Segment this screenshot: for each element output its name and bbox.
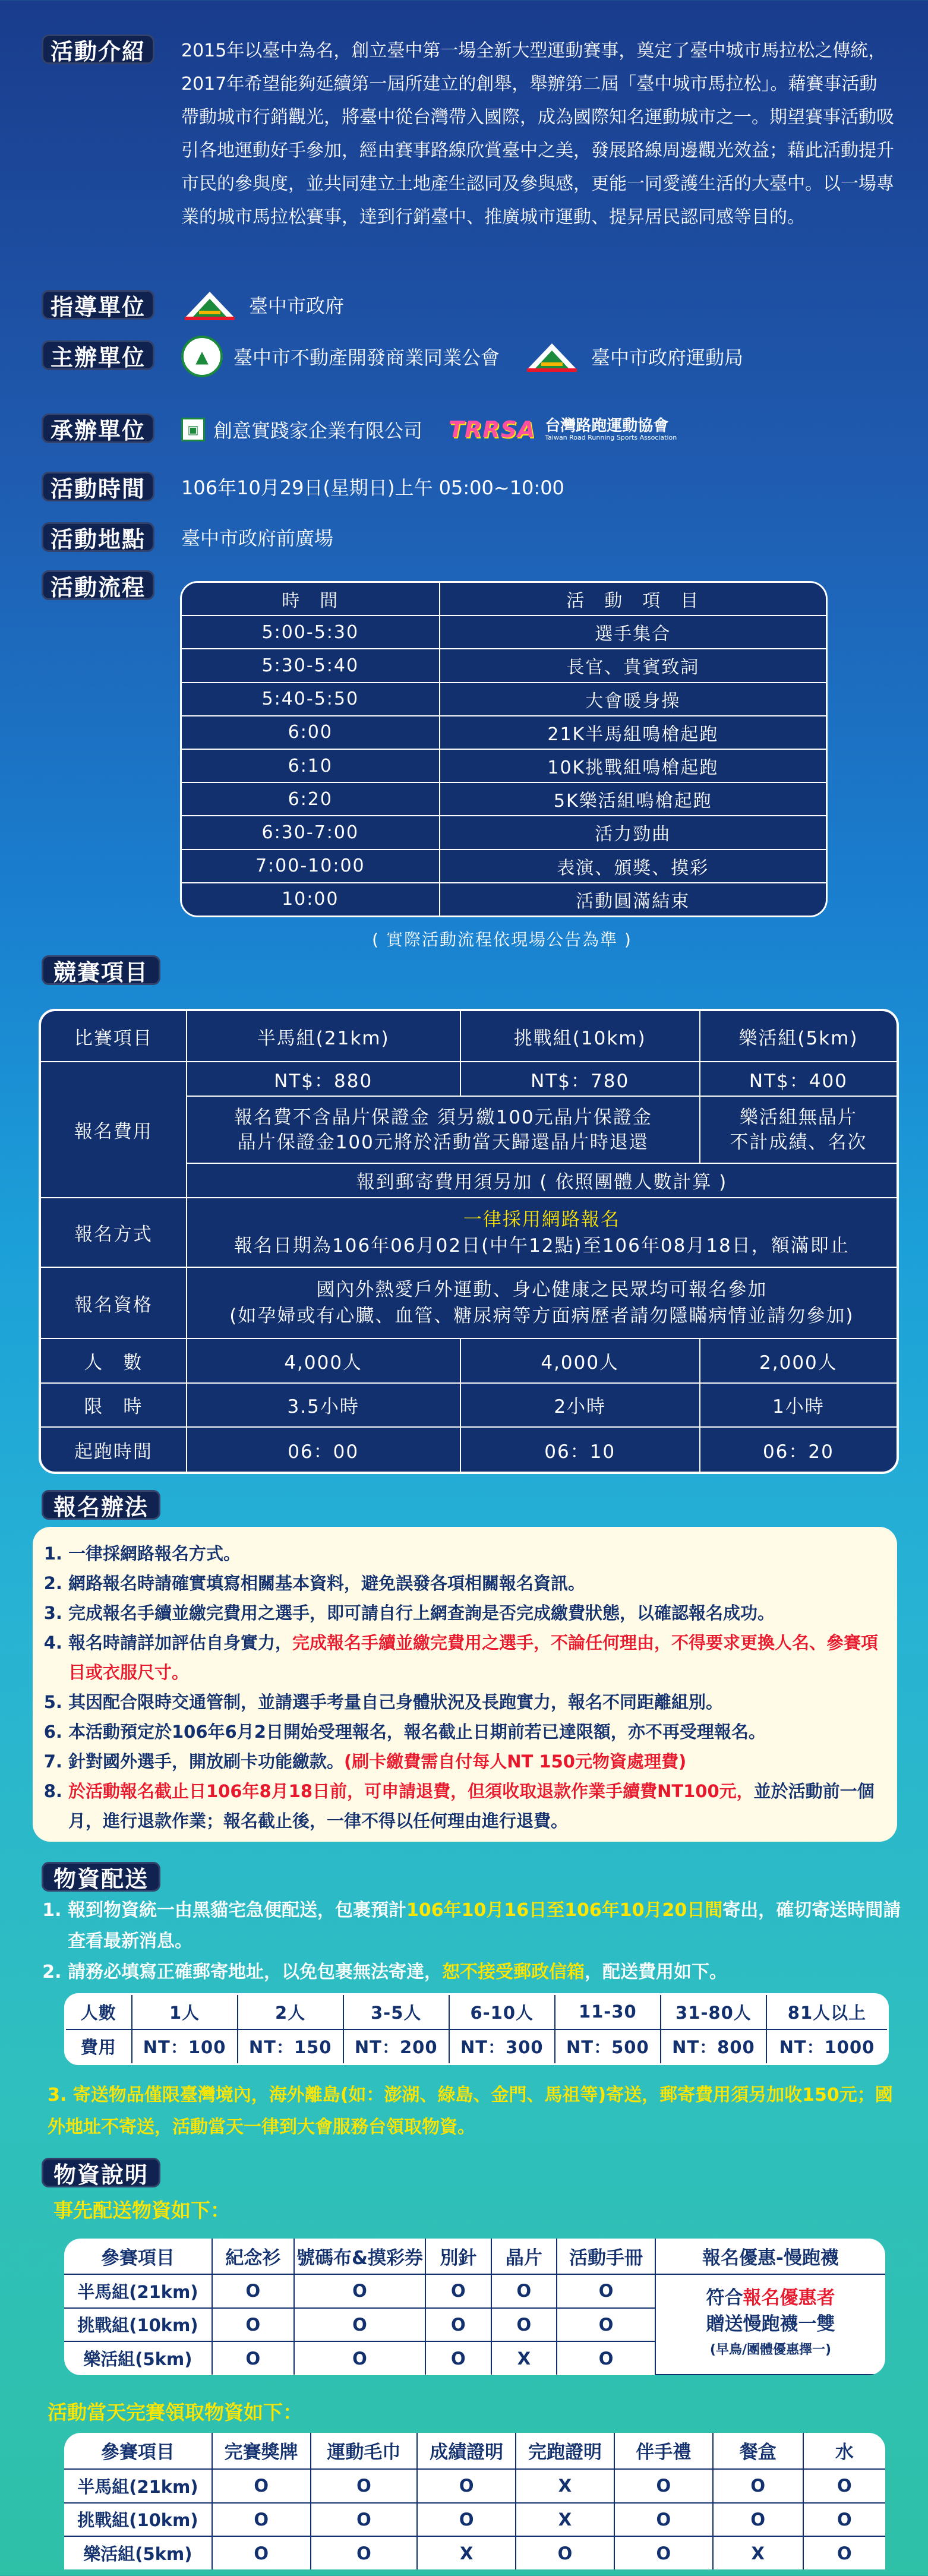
table-row bbox=[182, 716, 826, 749]
registration-rule bbox=[68, 1687, 879, 1717]
race-qual-text: 國內外熱愛戶外運動、身心健康之民眾均可報名參加 (如孕婦或有心臟、血管、糖尿病等方面病歷者請勿隱瞞病情並請勿參加) bbox=[187, 1267, 897, 1338]
items-mark: X bbox=[516, 2469, 614, 2503]
schedule-item: 表演、頒獎、摸彩 bbox=[440, 850, 826, 883]
items-mark: O bbox=[294, 2274, 425, 2308]
items-row-label: 半馬組(21km) bbox=[64, 2469, 212, 2503]
table-row bbox=[182, 883, 826, 916]
items-mark: O bbox=[803, 2503, 885, 2537]
trrsa-logo-text: TRRSA bbox=[449, 416, 536, 443]
sock-note-a: 符合 bbox=[706, 2287, 743, 2309]
items-header: 參賽項目 bbox=[64, 2239, 212, 2274]
section-label-shipping: 物資配送 bbox=[42, 1862, 160, 1892]
race-count-label: 人 數 bbox=[41, 1338, 187, 1383]
items-header: 完跑證明 bbox=[516, 2433, 614, 2469]
realestate-assoc-logo-icon: ▲ bbox=[181, 336, 223, 377]
registration-rule bbox=[68, 1747, 879, 1776]
items-mark: O bbox=[294, 2341, 425, 2375]
items-mark: O bbox=[557, 2341, 655, 2375]
taichung-logo-icon bbox=[181, 287, 238, 323]
section-label-races: 競賽項目 bbox=[42, 955, 160, 985]
items-mark: O bbox=[417, 2503, 516, 2537]
sock-note-red: 報名優惠者 bbox=[743, 2287, 835, 2309]
schedule-item: 10K挑戰組鳴槍起跑 bbox=[440, 749, 826, 782]
intro-text: 2015年以臺中為名，創立臺中第一場全新大型運動賽事，奠定了臺中城市馬拉松之傳統，2017年希望能夠延續第一屆所建立的創舉，舉辦第二屆「臺中城市馬拉松」。藉賽事活動帶動城市行銷觀光，將臺中從台灣帶入國際，成為國際知名運動城市之一。期望賽事活動吸引各地運動好手參加，經由賽事路線欣賞臺中之美，發展路線周邊觀光效益；藉此活動提升市民的參與度，並共同建立土地產生認同及參與感，更能一同愛護生活的大臺中。以一場專業的城市馬拉松賽事，達到行銷臺中、推廣城市運動、提昇居民認同感等目的。 bbox=[181, 40, 894, 228]
items-mark: O bbox=[212, 2536, 311, 2569]
table-row bbox=[64, 2469, 885, 2503]
sports-bureau-logo-icon bbox=[523, 339, 580, 374]
race-start-fun: 06：20 bbox=[700, 1427, 897, 1472]
items-header: 完賽獎牌 bbox=[212, 2433, 311, 2469]
organizer-name-3-en: Taiwan Road Running Sports Association bbox=[545, 434, 677, 442]
schedule-note: ( 實際活動流程依現場公告為準 ) bbox=[372, 930, 632, 949]
table-row bbox=[182, 749, 826, 782]
registration-rule-part: 於活動報名截止日106年8月18日前，可申請退費，但須收取退款作業手續費NT100元， bbox=[68, 1781, 754, 1801]
items-mark: O bbox=[491, 2274, 557, 2308]
race-fee-chip-note: 報名費不含晶片保證金 須另繳100元晶片保證金 晶片保證金100元將於活動當天歸還晶片時退還 bbox=[187, 1096, 700, 1163]
table-row bbox=[66, 2029, 887, 2064]
company-logo-icon: ▣ bbox=[181, 418, 205, 441]
schedule-time: 5:40-5:50 bbox=[182, 683, 440, 716]
schedule-table bbox=[180, 581, 828, 917]
items-mark: O bbox=[212, 2274, 294, 2308]
race-limit-label: 限 時 bbox=[41, 1383, 187, 1428]
shipping-text bbox=[48, 1895, 903, 1988]
items-mark: O bbox=[557, 2274, 655, 2308]
fee-cell: NT：200 bbox=[343, 2029, 449, 2064]
race-qual-label: 報名資格 bbox=[41, 1267, 187, 1338]
schedule-item: 大會暖身操 bbox=[440, 683, 826, 716]
guidance-row bbox=[181, 284, 344, 326]
items-header: 號碼布&摸彩券 bbox=[294, 2239, 425, 2274]
organizer-name-1: 創意實踐家企業有限公司 bbox=[213, 419, 423, 442]
registration-rule-part: 本活動預定於106年6月2日開始受理報名，報名截止日期前若已達限額，亦不再受理報名。 bbox=[68, 1722, 766, 1742]
fee-cell: NT：100 bbox=[132, 2029, 238, 2064]
items-mark: O bbox=[713, 2469, 803, 2503]
schedule-item: 5K樂活組鳴槍起跑 bbox=[440, 782, 826, 816]
race-count-half: 4,000人 bbox=[187, 1338, 460, 1383]
event-time: 106年10月29日(星期日)上午 05:00~10:00 bbox=[181, 476, 564, 499]
registration-rule bbox=[68, 1568, 879, 1598]
registration-rule-part: 報名時請詳加評估自身實力， bbox=[68, 1633, 293, 1653]
schedule-time: 6:10 bbox=[182, 749, 440, 782]
schedule-item: 長官、貴賓致詞 bbox=[440, 649, 826, 682]
fee-cell: NT：150 bbox=[238, 2029, 343, 2064]
items-mark: O bbox=[311, 2536, 418, 2569]
items-row-label: 挑戰組(10km) bbox=[64, 2308, 212, 2342]
table-row bbox=[64, 2536, 885, 2569]
host-name-1: 臺中市不動產開發商業同業公會 bbox=[233, 346, 500, 369]
race-start-challenge: 06：10 bbox=[460, 1427, 700, 1472]
schedule-time: 7:00-10:00 bbox=[182, 850, 440, 883]
race-limit-fun: 1小時 bbox=[700, 1383, 897, 1428]
items-mark: O bbox=[557, 2308, 655, 2342]
items-mark: O bbox=[614, 2503, 713, 2537]
registration-rule-part: 完成報名手續並繳完費用之選手，不論任何理由，不得要求更換人名、參賽項目或衣服尺寸。 bbox=[68, 1633, 879, 1682]
fee-cell: 81人以上 bbox=[766, 1995, 887, 2029]
fee-cell: NT：800 bbox=[661, 2029, 766, 2064]
race-count-challenge: 4,000人 bbox=[460, 1338, 700, 1383]
schedule-time: 5:00-5:30 bbox=[182, 615, 440, 649]
items-mark: O bbox=[803, 2536, 885, 2569]
items-row-label: 半馬組(21km) bbox=[64, 2274, 212, 2308]
organizer-row bbox=[181, 409, 677, 450]
items-header: 晶片 bbox=[491, 2239, 557, 2274]
race-fee-label: 報名費用 bbox=[41, 1062, 187, 1197]
table-row bbox=[182, 683, 826, 716]
schedule-time: 10:00 bbox=[182, 883, 440, 916]
items-mark: O bbox=[425, 2341, 491, 2375]
registration-rule bbox=[68, 1628, 879, 1687]
items-mark: O bbox=[803, 2469, 885, 2503]
items-header: 伴手禮 bbox=[614, 2433, 713, 2469]
sock-offer-note bbox=[655, 2274, 885, 2375]
race-limit-challenge: 2小時 bbox=[460, 1383, 700, 1428]
table-row bbox=[64, 2274, 885, 2308]
registration-rule bbox=[68, 1776, 879, 1836]
table-row bbox=[64, 2503, 885, 2537]
schedule-time: 6:20 bbox=[182, 782, 440, 816]
registration-rule-part: 一律採網路報名方式。 bbox=[68, 1543, 241, 1564]
items-header: 水 bbox=[803, 2433, 885, 2469]
schedule-header-time: 時 間 bbox=[182, 583, 440, 615]
registration-rule-part: 針對國外選手，開放刷卡功能繳款。 bbox=[68, 1751, 345, 1772]
race-method-online: 一律採用網路報名 bbox=[463, 1208, 620, 1230]
items-mark: X bbox=[516, 2503, 614, 2537]
race-fee-half: NT$：880 bbox=[187, 1062, 460, 1096]
fee-cell: 11-30 bbox=[555, 1995, 661, 2029]
guidance-name: 臺中市政府 bbox=[249, 295, 345, 317]
schedule-item: 選手集合 bbox=[440, 615, 826, 649]
table-row bbox=[64, 2433, 885, 2469]
table-row bbox=[66, 1995, 887, 2029]
section-label-time: 活動時間 bbox=[42, 472, 154, 501]
race-count-fun: 2,000人 bbox=[700, 1338, 897, 1383]
items-mark: X bbox=[713, 2536, 803, 2569]
items-header: 別針 bbox=[425, 2239, 491, 2274]
table-row bbox=[182, 850, 826, 883]
fee-cell: 1人 bbox=[132, 1995, 238, 2029]
race-header-item: 比賽項目 bbox=[41, 1011, 187, 1062]
race-start-label: 起跑時間 bbox=[41, 1427, 187, 1472]
schedule-header-item: 活 動 項 目 bbox=[440, 583, 826, 615]
items-header: 餐盒 bbox=[713, 2433, 803, 2469]
registration-rule bbox=[68, 1717, 879, 1747]
items-mark: O bbox=[516, 2536, 614, 2569]
schedule-time: 6:30-7:00 bbox=[182, 816, 440, 849]
registration-rule-part: 並於活動前一個月，進行退款作業；報名截止後，一律不得以任何理由進行退費。 bbox=[68, 1781, 875, 1831]
sock-note-c: (早鳥/團體優惠擇一) bbox=[709, 2343, 832, 2358]
schedule-item: 活動圓滿結束 bbox=[440, 883, 826, 916]
section-label-intro: 活動介紹 bbox=[42, 34, 154, 64]
registration-rules bbox=[33, 1527, 897, 1842]
section-label-venue: 活動地點 bbox=[42, 522, 154, 552]
items-row-label: 挑戰組(10km) bbox=[64, 2503, 212, 2537]
items-mark: O bbox=[212, 2341, 294, 2375]
fee-cell: 2人 bbox=[238, 1995, 343, 2029]
fee-row-label: 費用 bbox=[66, 2029, 132, 2064]
fee-cell: NT：300 bbox=[449, 2029, 555, 2064]
table-row bbox=[182, 649, 826, 682]
table-row bbox=[182, 816, 826, 849]
race-fee-fun: NT$：400 bbox=[700, 1062, 897, 1096]
schedule-item: 21K半馬組鳴槍起跑 bbox=[440, 716, 826, 749]
items-header: 報名優惠-慢跑襪 bbox=[655, 2239, 885, 2274]
items-row-label: 樂活組(5km) bbox=[64, 2341, 212, 2375]
items-day-table bbox=[64, 2433, 885, 2569]
items-mark: O bbox=[212, 2469, 311, 2503]
race-group-fun: 樂活組(5km) bbox=[700, 1011, 897, 1062]
race-method-label: 報名方式 bbox=[41, 1198, 187, 1267]
registration-rule bbox=[68, 1598, 879, 1628]
registration-rule-part: 其因配合限時交通管制，並請選手考量自己身體狀況及長跑實力，報名不同距離組別。 bbox=[68, 1692, 724, 1712]
race-group-half: 半馬組(21km) bbox=[187, 1011, 460, 1062]
fee-cell: 3-5人 bbox=[343, 1995, 449, 2029]
schedule-item: 活力勁曲 bbox=[440, 816, 826, 849]
items-mark: O bbox=[212, 2503, 311, 2537]
items-mark: O bbox=[491, 2308, 557, 2342]
items-mark: O bbox=[614, 2536, 713, 2569]
items-row-label: 樂活組(5km) bbox=[64, 2536, 212, 2569]
shipping-line-2: 2. 請務必填寫正確郵寄地址，以免包裹無法寄達，恕不接受郵政信箱，配送費用如下。 bbox=[68, 1957, 903, 1988]
section-label-items: 物資說明 bbox=[42, 2158, 160, 2187]
registration-rule-part: (刷卡繳費需自付每人NT 150元物資處理費) bbox=[344, 1751, 687, 1772]
items-mark: X bbox=[417, 2536, 516, 2569]
items-mark: O bbox=[713, 2503, 803, 2537]
items-day-title: 活動當天完賽領取物資如下： bbox=[48, 2401, 302, 2424]
table-row bbox=[182, 782, 826, 816]
race-fee-mail-note: 報到郵寄費用須另加 ( 依照團體人數計算 ) bbox=[187, 1163, 897, 1198]
race-method-dates: 報名日期為106年06月02日(中午12點)至106年08月18日，額滿即止 bbox=[234, 1235, 850, 1257]
fee-cell: NT：500 bbox=[555, 2029, 661, 2064]
items-mark: O bbox=[311, 2469, 418, 2503]
schedule-time: 5:30-5:40 bbox=[182, 649, 440, 682]
shipping-line-1: 1. 報到物資統一由黑貓宅急便配送，包裹預計106年10月16日至106年10月20日間寄出，確切寄送時間請查看最新消息。 bbox=[68, 1895, 903, 1957]
items-pre-title: 事先配送物資如下： bbox=[53, 2199, 230, 2222]
items-mark: O bbox=[614, 2469, 713, 2503]
race-fee-challenge: NT$：780 bbox=[460, 1062, 700, 1096]
items-header: 運動毛巾 bbox=[311, 2433, 418, 2469]
host-row bbox=[181, 336, 743, 377]
items-mark: O bbox=[212, 2308, 294, 2342]
fee-row-label: 人數 bbox=[66, 1995, 132, 2029]
shipping-line-3: 3. 寄送物品僅限臺灣境內，海外離島(如：澎湖、綠島、金門、馬祖等)寄送，郵寄費用須另加收150元；國外地址不寄送，活動當天一律到大會服務台領取物資。 bbox=[48, 2085, 893, 2138]
registration-rule bbox=[68, 1539, 879, 1568]
race-fee-fun-note: 樂活組無晶片 不計成績、名次 bbox=[700, 1096, 897, 1163]
fee-cell: NT：1000 bbox=[766, 2029, 887, 2064]
items-mark: X bbox=[491, 2341, 557, 2375]
fee-cell: 6-10人 bbox=[449, 1995, 555, 2029]
section-label-host: 主辦單位 bbox=[42, 340, 154, 370]
schedule-time: 6:00 bbox=[182, 716, 440, 749]
items-mark: O bbox=[294, 2308, 425, 2342]
host-name-2: 臺中市政府運動局 bbox=[591, 346, 744, 369]
race-group-challenge: 挑戰組(10km) bbox=[460, 1011, 700, 1062]
section-label-organizer: 承辦單位 bbox=[42, 413, 154, 443]
items-header: 紀念衫 bbox=[212, 2239, 294, 2274]
shipping-fee-table bbox=[64, 1993, 889, 2065]
section-label-flow: 活動流程 bbox=[42, 570, 154, 600]
event-venue: 臺中市政府前廣場 bbox=[181, 527, 334, 550]
registration-rule-part: 網路報名時請確實填寫相關基本資料，避免誤發各項相關報名資訊。 bbox=[68, 1573, 586, 1593]
section-label-registration: 報名辦法 bbox=[42, 1490, 160, 1520]
race-start-half: 06：00 bbox=[187, 1427, 460, 1472]
section-label-guidance: 指導單位 bbox=[42, 290, 154, 320]
items-mark: O bbox=[425, 2274, 491, 2308]
race-table bbox=[39, 1009, 899, 1474]
registration-rule-part: 完成報名手續並繳完費用之選手，即可請自行上網查詢是否完成繳費狀態，以確認報名成功。 bbox=[68, 1603, 775, 1623]
items-mark: O bbox=[425, 2308, 491, 2342]
fee-cell: 31-80人 bbox=[661, 1995, 766, 2029]
items-header: 參賽項目 bbox=[64, 2433, 212, 2469]
race-limit-half: 3.5小時 bbox=[187, 1383, 460, 1428]
items-mark: O bbox=[311, 2503, 418, 2537]
items-pre-table bbox=[64, 2239, 885, 2375]
items-header: 活動手冊 bbox=[557, 2239, 655, 2274]
items-mark: O bbox=[417, 2469, 516, 2503]
organizer-name-3: 台灣路跑運動協會 bbox=[545, 416, 669, 435]
table-row bbox=[182, 615, 826, 649]
items-header: 成績證明 bbox=[417, 2433, 516, 2469]
table-row bbox=[64, 2239, 885, 2274]
sock-note-b: 贈送慢跑襪一雙 bbox=[706, 2313, 835, 2335]
